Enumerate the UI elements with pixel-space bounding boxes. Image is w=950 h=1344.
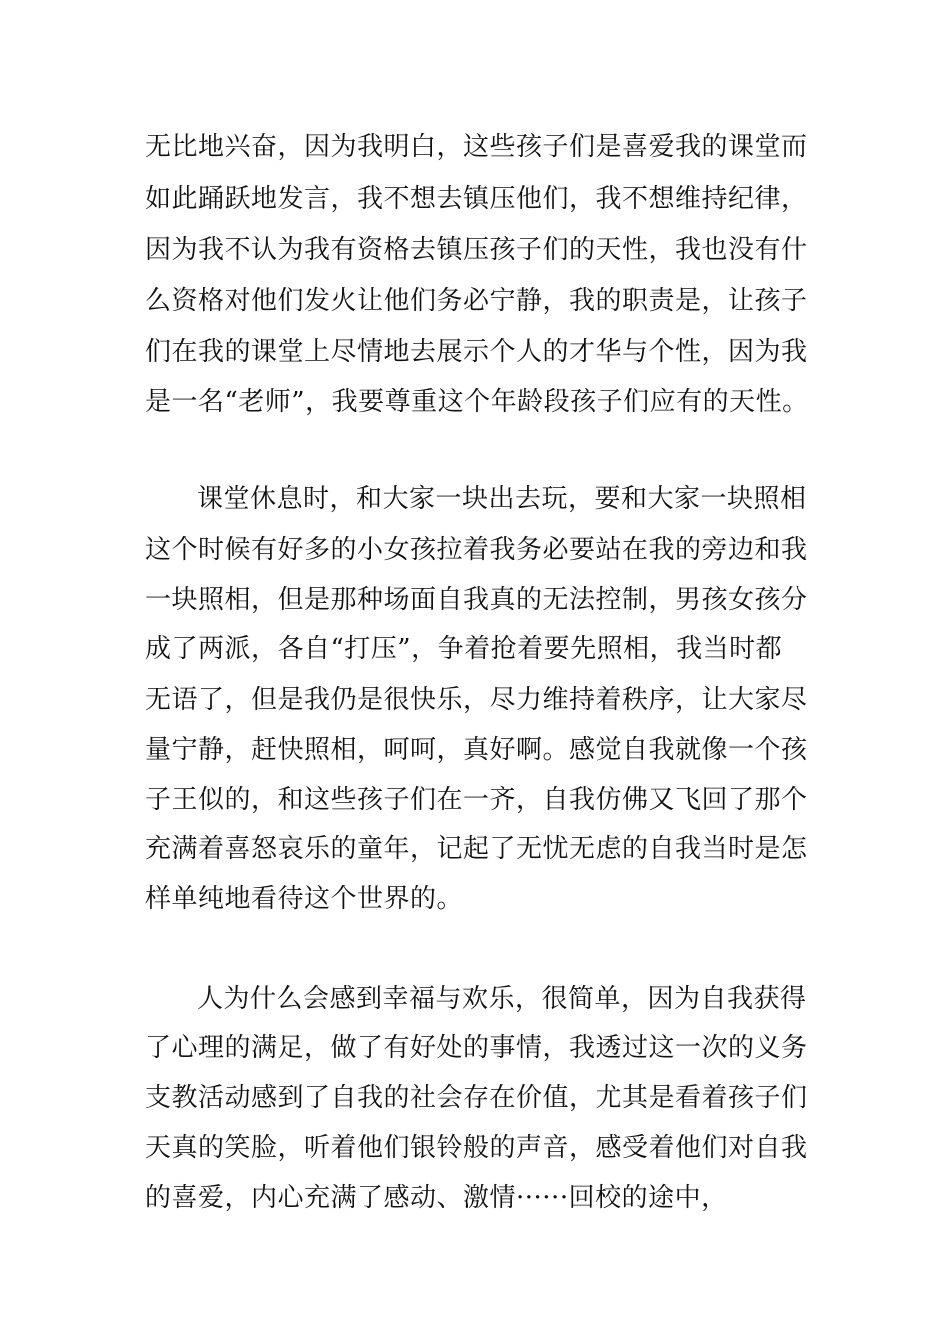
text-line: 人为什么会感到幸福与欢乐，很简单，因为自我获得 bbox=[197, 984, 807, 1014]
text-line: 天真的笑脸，听着他们银铃般的声音，感受着他们对自我 bbox=[145, 1133, 808, 1163]
text-line: 这个时候有好多的小女孩拉着我务必要站在我的旁边和我 bbox=[145, 535, 808, 565]
text-line: 了心理的满足，做了有好处的事情，我透过这一次的义务 bbox=[145, 1033, 808, 1063]
text-line: 们在我的课堂上尽情地去展示个人的才华与个性，因为我 bbox=[145, 337, 808, 367]
text-line: 量宁静，赶快照相，呵呵，真好啊。感觉自我就像一个孩 bbox=[145, 735, 808, 765]
text-line: 支教活动感到了自我的社会存在价值，尤其是看着孩子们 bbox=[145, 1083, 808, 1113]
text-line: 课堂休息时，和大家一块出去玩，要和大家一块照相 bbox=[197, 484, 807, 514]
text-line: 如此踊跃地发言，我不想去镇压他们，我不想维持纪律， bbox=[145, 184, 808, 214]
text-line: 无语了，但是我仍是很快乐，尽力维持着秩序，让大家尽 bbox=[145, 685, 808, 715]
text-line: 的喜爱，内心充满了感动、激情······回校的途中， bbox=[145, 1183, 728, 1213]
text-line: 子王似的，和这些孩子们在一齐，自我仿佛又飞回了那个 bbox=[145, 785, 808, 815]
text-line: 充满着喜怒哀乐的童年，记起了无忧无虑的自我当时是怎 bbox=[145, 834, 808, 864]
text-line: 样单纯地看待这个世界的。 bbox=[145, 884, 464, 914]
text-line: 么资格对他们发火让他们务必宁静，我的职责是，让孩子 bbox=[145, 286, 808, 316]
text-line: 一块照相，但是那种场面自我真的无法控制，男孩女孩分 bbox=[145, 585, 808, 615]
text-line: 因为我不认为我有资格去镇压孩子们的天性，我也没有什 bbox=[145, 235, 808, 265]
text-line: 是一名“老师”，我要尊重这个年龄段孩子们应有的天性。 bbox=[145, 387, 809, 417]
text-line: 成了两派，各自“打压”，争着抢着要先照相，我当时都 bbox=[145, 634, 783, 664]
text-line: 无比地兴奋，因为我明白，这些孩子们是喜爱我的课堂而 bbox=[145, 132, 808, 162]
